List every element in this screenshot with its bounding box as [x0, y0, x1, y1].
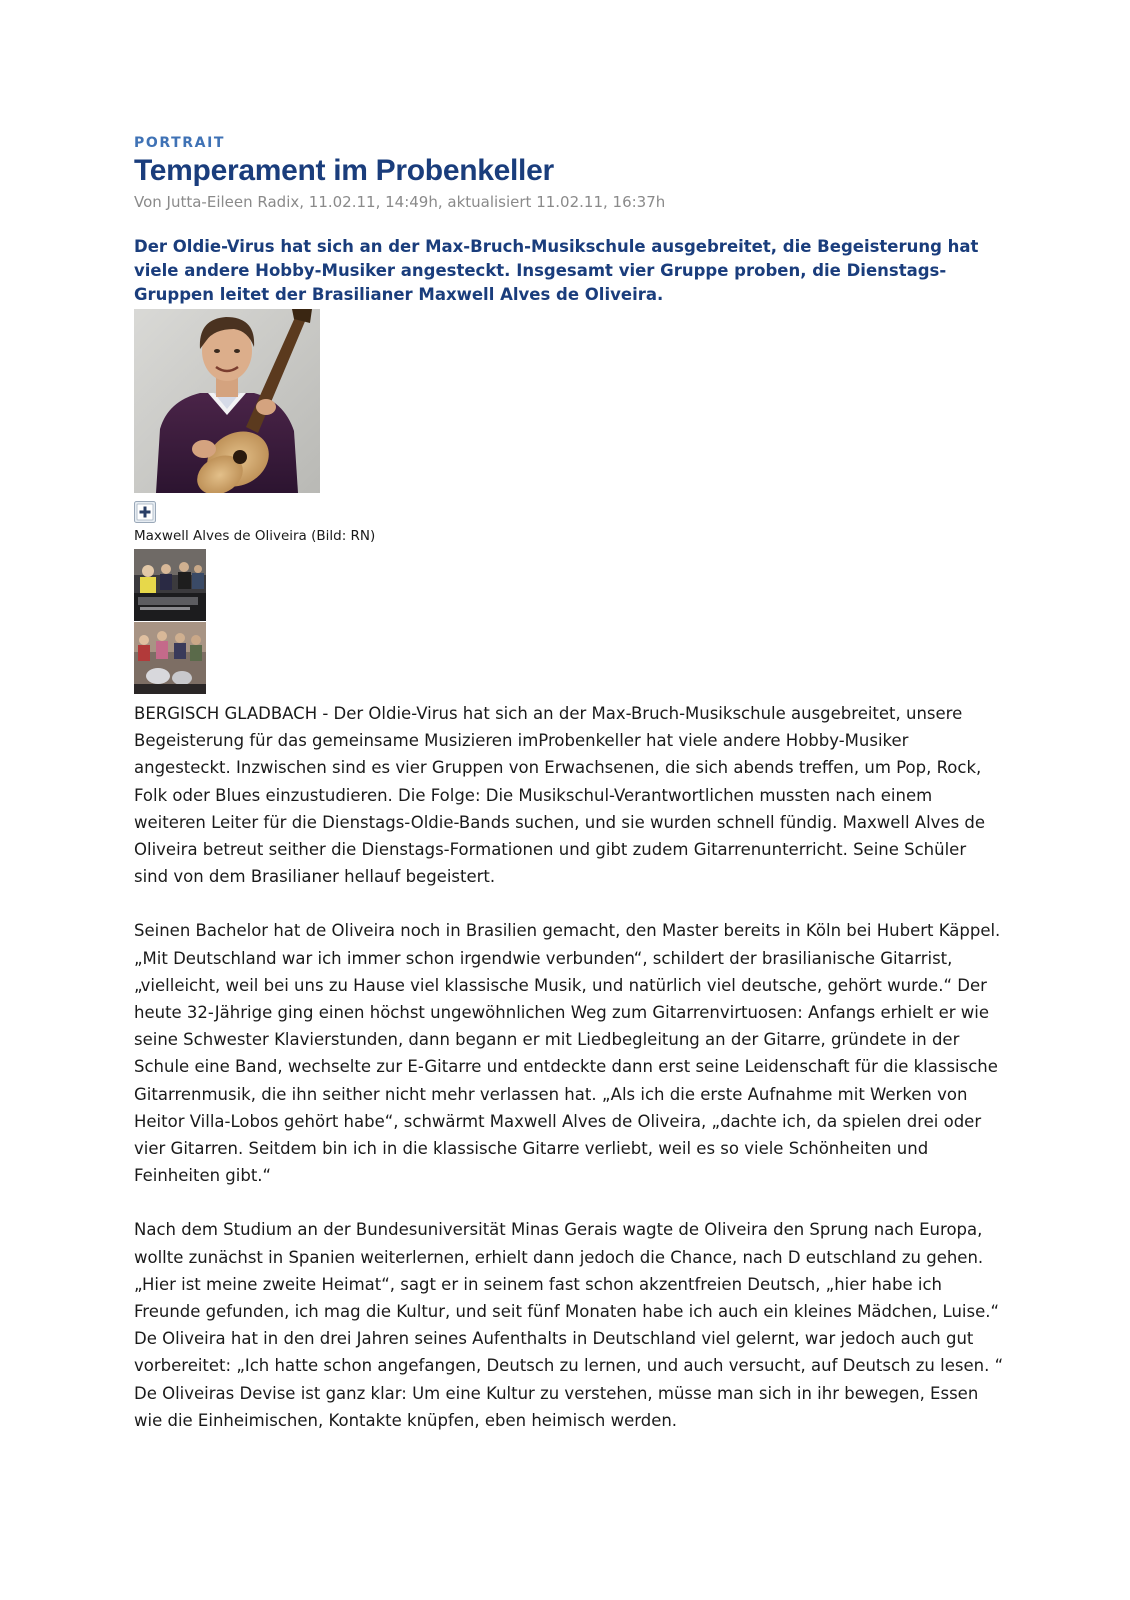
- article-page: [134, 134, 1004, 1434]
- article-byline: Von Jutta-Eileen Radix, 11.02.11, 14:49h, aktualisiert 11.02.11, 16:37h: [134, 193, 666, 211]
- gallery-thumbnail-1[interactable]: [134, 549, 206, 621]
- zoom-plus-icon[interactable]: [134, 501, 156, 523]
- image-caption: Maxwell Alves de Oliveira (Bild: RN): [134, 528, 376, 544]
- article-paragraph-3: Nach dem Studium an der Bundesuniversität Minas Gerais wagte de Oliveira den Sprung nach Europa, wollte zunächst in Spanien weiterlernen, erhielt dann jedoch die Chance, nach D eutschland zu gehen. „Hier ist meine zweite Heimat“, sagt er in seinem fast schon akzentfreien Deutsch, „hier habe ich Freunde gefunden, ich mag die Kultur, und seit fünf Monaten habe ich auch ein kleines Mädchen, Luise.“ De Oliveira hat in den drei Jahren seines Aufenthalts in Deutschland viel gelernt, war jedoch auch gut vorbereitet: „Ich hatte schon angefangen, Deutsch zu lernen, und auch versucht, auf Deutsch zu lesen. “ De Oliveiras Devise ist ganz klar: Um eine Kultur zu verstehen, müsse man sich in ihr bewegen, Essen wie die Einheimischen, Kontakte knüpfen, eben heimisch werden.: [134, 1220, 1004, 1430]
- gallery-thumbnail-2[interactable]: [134, 622, 206, 694]
- article-headline: Temperament im Probenkeller: [134, 154, 554, 187]
- article-kicker: PORTRAIT: [134, 135, 226, 151]
- article-paragraph-2: Seinen Bachelor hat de Oliveira noch in Brasilien gemacht, den Master bereits in Köln bei Hubert Käppel. „Mit Deutschland war ich immer schon irgendwie verbunden“, schildert der brasilianische Gitarrist, „vielleicht, weil bei uns zu Hause viel klassische Musik, und natürlich viel deutsche, gehört wurde.“ Der heute 32-Jährige ging einen höchst ungewöhnlichen Weg zum Gitarrenvirtuosen: Anfangs erhielt er wie seine Schwester Klavierstunden, dann begann er mit Liedbegleitung an der Gitarre, gründete in der Schule eine Band, wechselte zur E-Gitarre und entdeckte dann erst seine Leidenschaft für die klassische Gitarrenmusik, die ihn seither nicht mehr verlassen hat. „Als ich die erste Aufnahme mit Werken von Heitor Villa-Lobos gehört habe“, schwärmt Maxwell Alves de Oliveira, „dachte ich, da spielen drei oder vier Gitarren. Seitdem bin ich in die klassische Gitarre verliebt, weil es so viele Schönheiten und Feinheiten gibt.“: [134, 921, 1001, 1186]
- article-lead: Der Oldie-Virus hat sich an der Max-Bruch-Musikschule ausgebreitet, die Begeisterung hat viele andere Hobby-Musiker angesteckt. Insgesamt vier Gruppe proben, die Dienstags-Gruppen leitet der Brasilianer Maxwell Alves de Oliveira.: [134, 237, 979, 304]
- article-paragraph-1: BERGISCH GLADBACH - Der Oldie-Virus hat sich an der Max-Bruch-Musikschule ausgebreitet, unsere Begeisterung für das gemeinsame Musizieren imProbenkeller hat viele andere Hobby-Musiker angesteckt. Inzwischen sind es vier Gruppen von Erwachsenen, die sich abends treffen, um Pop, Rock, Folk oder Blues einzustudieren. Die Folge: Die Musikschul-Verantwortlichen mussten nach einem weiteren Leiter für die Dienstags-Oldie-Bands suchen, und sie wurden schnell fündig. Maxwell Alves de Oliveira betreut seither die Dienstags-Formationen und gibt zudem Gitarrenunterricht. Seine Schüler sind von dem Brasilianer hellauf begeistert.: [134, 704, 986, 887]
- portrait-photo[interactable]: [134, 309, 320, 493]
